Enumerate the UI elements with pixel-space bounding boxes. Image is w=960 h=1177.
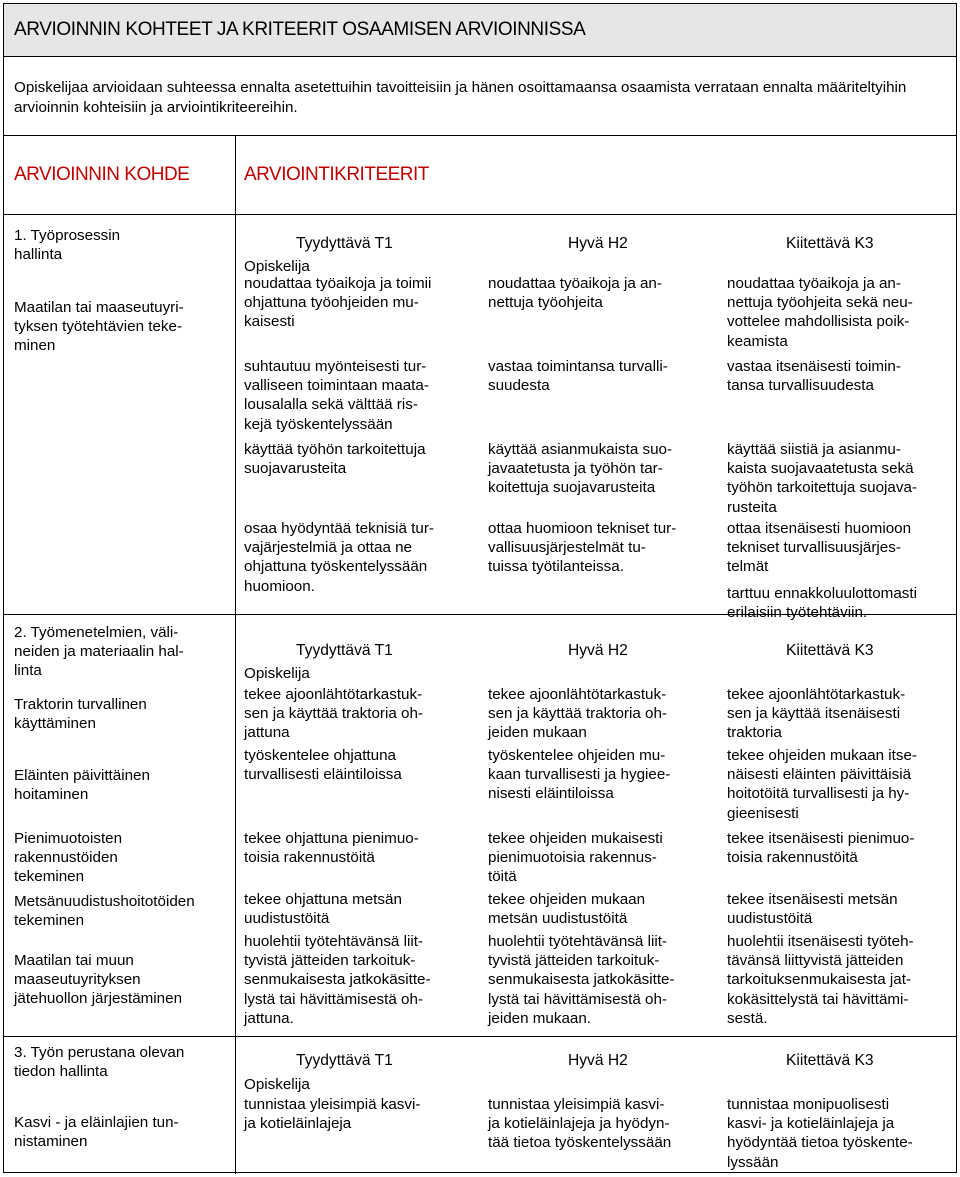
text-line: jattuna. — [244, 1009, 294, 1027]
text-line: tyksen työtehtävien teke- — [14, 318, 182, 336]
text-line: Maatilan tai maaseutuyri- — [14, 299, 184, 316]
text-line: tyvistä jätteiden tarkoituk- — [244, 952, 416, 970]
text-line: uudistustöitä — [244, 910, 330, 928]
text-line: huolehtii työtehtävänsä liit- — [244, 933, 423, 950]
text-line: tekee ohjeiden mukaan — [488, 891, 646, 908]
text-line: 3. Työn perustana olevan — [14, 1044, 185, 1061]
text-line: turvallisesti eläintiloissa — [244, 766, 402, 784]
text-line: nistaminen — [14, 1133, 88, 1151]
text-line: suhtautuu myönteisesti tur- — [244, 358, 427, 375]
text-line: osaa hyödyntää teknisiä tur- — [244, 520, 434, 537]
text-line: tää tietoa työskentelyssään — [488, 1134, 672, 1152]
section-subject — [14, 226, 120, 264]
assessment-item — [14, 298, 184, 356]
text-line: nisesti eläintiloissa — [488, 785, 614, 803]
text-line: suudesta — [488, 377, 550, 395]
text-line: suojavarusteita — [244, 460, 347, 478]
text-line: kasvi- ja kotieläinlajeja ja — [727, 1115, 895, 1133]
text-line: traktoria — [727, 724, 782, 742]
grade-header-1: Tyydyttävä T1 — [296, 642, 393, 659]
criteria-cell — [727, 685, 905, 743]
text-line: huomioon. — [244, 577, 315, 595]
text-line: lystä tai hävittämisestä oh- — [244, 990, 423, 1008]
section-divider — [4, 1036, 956, 1037]
text-line: Eläinten päivittäinen — [14, 767, 150, 784]
text-line: käyttää siistiä ja asianmu- — [727, 441, 901, 458]
text-line: lyssään — [727, 1153, 779, 1171]
text-line: näisesti eläinten päivittäisiä — [727, 766, 912, 784]
text-line: tekee itsenäisesti pienimuo- — [727, 830, 915, 847]
text-line: tansa turvallisuudesta — [727, 377, 874, 395]
text-line: tuissa työtilanteissa. — [488, 558, 624, 576]
text-line: sen ja käyttää traktoria oh- — [488, 705, 667, 723]
section-subject — [14, 1043, 184, 1081]
text-line: käyttäminen — [14, 715, 96, 733]
text-line: noudattaa työaikoja ja an- — [488, 275, 662, 292]
text-line: jattuna — [244, 724, 290, 742]
text-line: jätehuollon järjestäminen — [14, 990, 183, 1008]
text-line: tekee ohjeiden mukaisesti — [488, 830, 663, 847]
text-line: tekee ohjeiden mukaan itse- — [727, 747, 917, 764]
title-divider — [4, 56, 956, 57]
text-line: tekee ajoonlähtötarkastuk- — [244, 686, 423, 703]
text-line: vottelee mahdollisista poik- — [727, 313, 910, 331]
assessment-item — [14, 1113, 179, 1151]
text-line: nettuja työohjeita — [488, 294, 603, 312]
text-line: vastaa toimintansa turvalli- — [488, 358, 668, 375]
text-line: metsän uudistustöitä — [488, 910, 628, 928]
intro-text: Opiskelijaa arvioidaan suhteessa ennalta asetettuihin tavoitteisiin ja hänen osoittamaansa osaamista verrataan ennalta määriteltyihin arvioinnin kohteisiin ja arviointikriteereihin. — [14, 79, 907, 116]
text-line: ohjattuna työohjeiden mu- — [244, 294, 419, 312]
text-line: tunnistaa yleisimpiä kasvi- — [488, 1096, 665, 1113]
text-line: tunnistaa monipuolisesti — [727, 1096, 890, 1113]
text-line: Metsänuudistushoitotöiden — [14, 893, 195, 910]
criteria-cell — [244, 829, 419, 867]
intro-divider — [4, 135, 956, 136]
text-line: vastaa itsenäisesti toimin- — [727, 358, 901, 375]
text-line: kejä työskentelyssään — [244, 415, 393, 433]
text-line: tekee ajoonlähtötarkastuk- — [488, 686, 667, 703]
criteria-cell — [488, 357, 668, 395]
grade-header-2: Hyvä H2 — [568, 1052, 628, 1069]
text-line: 2. Työmenetelmien, väli- — [14, 624, 179, 641]
text-line: vallisuusjärjestelmät tu- — [488, 539, 646, 557]
header-kriteerit: ARVIOINTIKRITEERIT — [244, 164, 429, 185]
criteria-cell — [244, 746, 402, 784]
text-line: rakennustöiden — [14, 849, 118, 867]
grade-header-2: Hyvä H2 — [568, 642, 628, 659]
grade-header-3: Kiitettävä K3 — [786, 1052, 874, 1069]
text-line: tyvistä jätteiden tarkoituk- — [488, 952, 660, 970]
criteria-cell — [727, 1095, 913, 1172]
criteria-cell — [727, 584, 917, 622]
text-line: tekee ajoonlähtötarkastuk- — [727, 686, 906, 703]
section-divider — [4, 614, 956, 615]
column-divider — [235, 135, 236, 1174]
text-line: nettuja työohjeita sekä neu- — [727, 294, 913, 312]
text-line: sen ja käyttää itsenäisesti — [727, 705, 901, 723]
text-line: tekeminen — [14, 912, 85, 930]
text-line: työhön tarkoitettuja suojava- — [727, 479, 917, 497]
text-line: lystä tai hävittämisestä oh- — [488, 990, 667, 1008]
text-line: javaatetusta ja työhön tar- — [488, 460, 663, 478]
assessment-item — [14, 951, 182, 1009]
text-line: lousalalla sekä välttää ris- — [244, 396, 418, 414]
grade-header-1: Tyydyttävä T1 — [296, 235, 393, 252]
text-line: jeiden mukaan — [488, 724, 587, 742]
text-line: linta — [14, 662, 42, 680]
criteria-cell — [244, 932, 431, 1028]
criteria-cell — [244, 357, 429, 434]
text-line: ohjattuna työskentelyssään — [244, 558, 428, 576]
text-line: käyttää työhön tarkoitettuja — [244, 441, 426, 458]
criteria-cell — [488, 440, 672, 498]
text-line: hoitaminen — [14, 786, 89, 804]
opiskelija-label: Opiskelija — [244, 258, 310, 275]
criteria-cell — [244, 685, 423, 743]
criteria-cell — [244, 519, 434, 596]
criteria-cell — [488, 685, 667, 743]
text-line: tekee ohjattuna metsän — [244, 891, 402, 908]
document-frame — [3, 3, 957, 1173]
text-line: neiden ja materiaalin hal- — [14, 643, 184, 661]
text-line: koitettuja suojavarusteita — [488, 479, 656, 497]
assessment-item — [14, 695, 147, 733]
text-line: maaseutuyrityksen — [14, 971, 141, 989]
text-line: tekee itsenäisesti metsän — [727, 891, 898, 908]
criteria-cell — [244, 1095, 420, 1133]
text-line: töitä — [488, 868, 517, 886]
criteria-cell — [488, 1095, 671, 1153]
text-line: rusteita — [727, 498, 777, 516]
page-title: ARVIOINNIN KOHTEET JA KRITEERIT OSAAMISEN ARVIOINNISSA — [14, 19, 586, 40]
header-kohde: ARVIOINNIN KOHDE — [14, 164, 190, 185]
text-line: tekniset turvallisuusjärjes- — [727, 539, 901, 557]
text-line: erilaisiin työtehtäviin. — [727, 604, 868, 622]
text-line: tävänsä liittyvistä jätteiden — [727, 952, 904, 970]
grade-header-1: Tyydyttävä T1 — [296, 1052, 393, 1069]
criteria-cell — [488, 890, 645, 928]
text-line: ottaa itsenäisesti huomioon — [727, 520, 912, 537]
text-line: tarkoituksenmukaisesta jat- — [727, 971, 912, 989]
text-line: Kasvi - ja eläinlajien tun- — [14, 1114, 179, 1131]
text-line: keamista — [727, 332, 788, 350]
text-line: toisia rakennustöitä — [727, 849, 858, 867]
text-line: käyttää asianmukaista suo- — [488, 441, 673, 458]
criteria-cell — [727, 829, 914, 867]
criteria-cell — [244, 274, 431, 332]
text-line: senmukaisesta jatkokäsitte- — [488, 971, 675, 989]
criteria-cell — [727, 932, 914, 1028]
text-line: tekeminen — [14, 868, 85, 886]
criteria-cell — [727, 519, 911, 577]
text-line: tiedon hallinta — [14, 1063, 108, 1081]
text-line: hoitotöitä turvallisesti ja hy- — [727, 785, 910, 803]
text-line: sestä. — [727, 1009, 768, 1027]
text-line: työskentelee ohjeiden mu- — [488, 747, 666, 764]
assessment-item — [14, 829, 122, 887]
grade-header-2: Hyvä H2 — [568, 235, 628, 252]
text-line: työskentelee ohjattuna — [244, 747, 396, 764]
criteria-cell — [727, 274, 913, 351]
text-line: ja kotieläinlajeja — [244, 1115, 352, 1133]
text-line: tunnistaa yleisimpiä kasvi- — [244, 1096, 421, 1113]
criteria-cell — [488, 932, 675, 1028]
criteria-cell — [244, 440, 426, 478]
text-line: senmukaisesta jatkokäsitte- — [244, 971, 431, 989]
criteria-cell — [727, 890, 898, 928]
text-line: Maatilan tai muun — [14, 952, 134, 969]
text-line: telmät — [727, 558, 769, 576]
text-line: sen ja käyttää traktoria oh- — [244, 705, 423, 723]
criteria-cell — [488, 519, 676, 577]
assessment-item — [14, 892, 195, 930]
criteria-cell — [727, 440, 917, 517]
section-subject — [14, 623, 184, 681]
assessment-item — [14, 766, 150, 804]
text-line: jeiden mukaan. — [488, 1009, 592, 1027]
text-line: ja kotieläinlajeja ja hyödyn- — [488, 1115, 670, 1133]
text-line: kaan turvallisesti ja hygiee- — [488, 766, 671, 784]
criteria-cell — [244, 890, 402, 928]
text-line: ottaa huomioon tekniset tur- — [488, 520, 677, 537]
grade-header-3: Kiitettävä K3 — [786, 235, 874, 252]
text-line: tarttuu ennakkoluulottomasti — [727, 585, 917, 602]
text-line: kaista suojavaatetusta sekä — [727, 460, 914, 478]
criteria-cell — [727, 746, 917, 823]
text-line: gieenisesti — [727, 804, 799, 822]
criteria-cell — [727, 357, 901, 395]
opiskelija-label: Opiskelija — [244, 1076, 310, 1093]
text-line: kokäsittelystä tai hävittämi- — [727, 990, 909, 1008]
text-line: noudattaa työaikoja ja an- — [727, 275, 901, 292]
text-line: pienimuotoisia rakennus- — [488, 849, 657, 867]
criteria-cell — [488, 829, 663, 887]
text-line: kaisesti — [244, 313, 295, 331]
header-divider — [4, 214, 956, 215]
criteria-cell — [488, 746, 670, 804]
text-line: toisia rakennustöitä — [244, 849, 375, 867]
text-line: hallinta — [14, 246, 63, 264]
text-line: vajärjestelmiä ja ottaa ne — [244, 539, 412, 557]
text-line: valliseen toimintaan maata- — [244, 377, 429, 395]
text-line: huolehtii työtehtävänsä liit- — [488, 933, 667, 950]
text-line: 1. Työprosessin — [14, 227, 121, 244]
grade-header-3: Kiitettävä K3 — [786, 642, 874, 659]
text-line: noudattaa työaikoja ja toimii — [244, 275, 432, 292]
text-line: huolehtii itsenäisesti työteh- — [727, 933, 914, 950]
criteria-cell — [488, 274, 662, 312]
text-line: minen — [14, 337, 56, 355]
title-band — [4, 4, 956, 56]
text-line: hyödyntää tietoa työskente- — [727, 1134, 913, 1152]
text-line: Traktorin turvallinen — [14, 696, 147, 713]
text-line: uudistustöitä — [727, 910, 813, 928]
text-line: Pienimuotoisten — [14, 830, 123, 847]
opiskelija-label: Opiskelija — [244, 665, 310, 682]
text-line: tekee ohjattuna pienimuo- — [244, 830, 419, 847]
